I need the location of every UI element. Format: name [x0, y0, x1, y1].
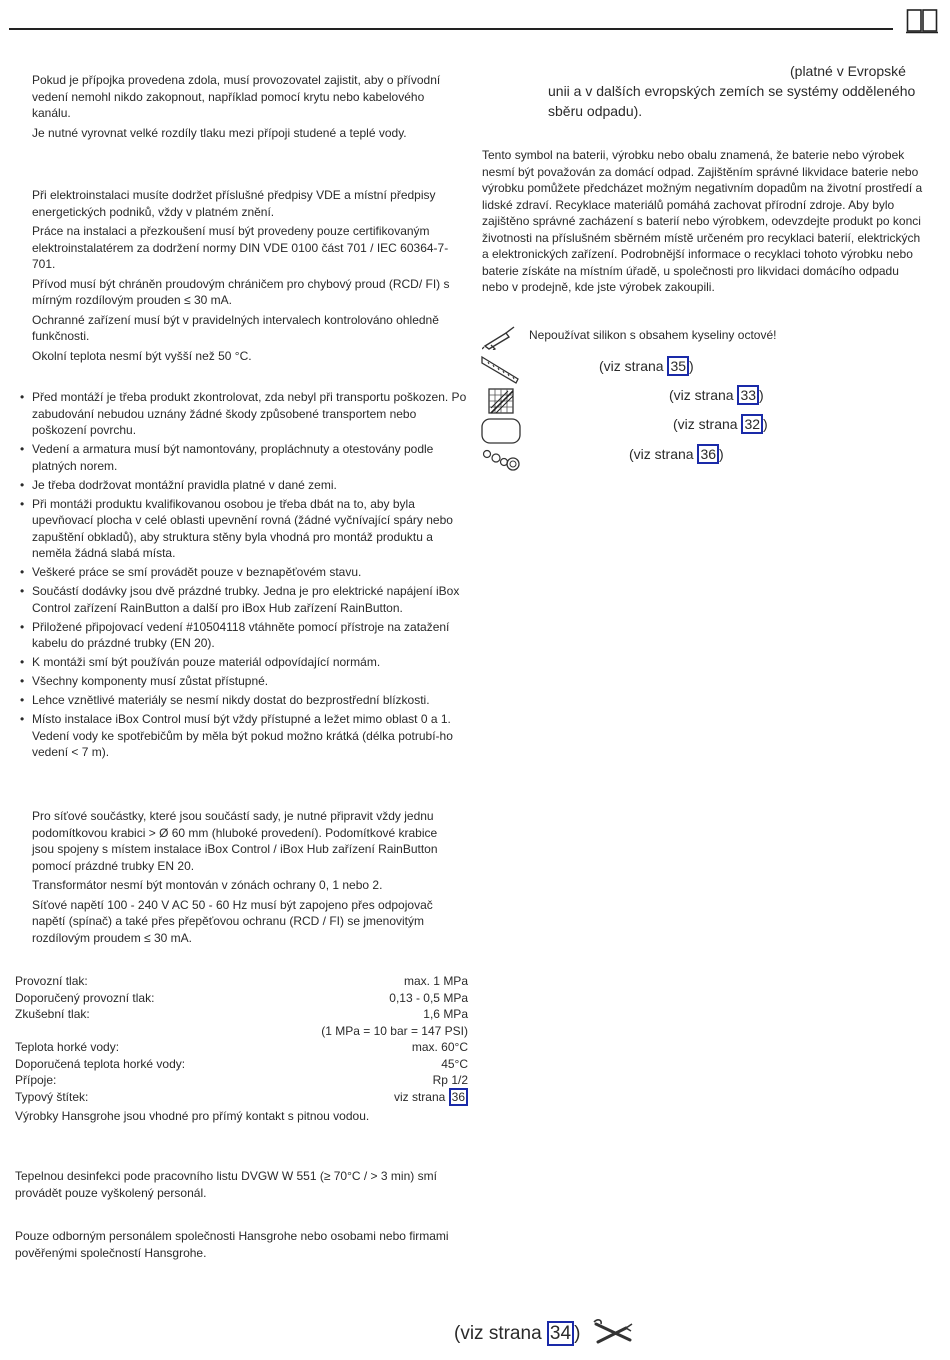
tech-value: max. 60°C [411, 1040, 468, 1054]
footer-page-ref [454, 1322, 580, 1346]
tech-value: 0,13 - 0,5 MPa [389, 990, 468, 1005]
list-item: • Místo instalace iBox Control musí být vždy přístupné a ležet mimo oblast 0 a 1. Vedení vody ke spotřebičům by měla být pokud možno krátká (délka potrubí-ho vedení < 7 m). [20, 711, 468, 761]
tech-label: Přípoje: [15, 1073, 57, 1087]
book-icon [906, 8, 938, 34]
table-row [15, 990, 468, 1007]
ref-suffix: ) [759, 387, 764, 403]
page-ref [669, 387, 764, 404]
weee-note [548, 61, 928, 121]
table-row [15, 1023, 468, 1040]
table-row [15, 1006, 468, 1023]
tech-label: Teplota horké vody: [15, 1040, 120, 1054]
ref-prefix: (viz strana [629, 446, 698, 462]
tech-label: Doporučená teplota horké vody: [15, 1056, 186, 1071]
page-link-36[interactable]: 36 [697, 444, 719, 464]
installation-list [20, 389, 468, 761]
page-ref [629, 446, 724, 463]
power-paragraph: Pro síťové součástky, které jsou součástí sady, je nutné připravit vždy jednu podomítkovou krabici > Ø 60 mm (hluboké provedení). Podomítkové krabice jsou spojeny s místem instalace iBox Control / iBox Hub zařízení RainButton pomocí prázdné trubky EN 20. [32, 809, 438, 873]
electrical-section [32, 187, 464, 367]
weee-line: unii a v dalších evropských zemích se systémy odděleného [548, 83, 916, 99]
page-link-33[interactable]: 33 [737, 385, 759, 405]
tech-value: 45°C [441, 1056, 468, 1071]
list-item: • Součástí dodávky jsou dvě prázdné trubky. Jedna je pro elektrické napájení iBox Control zařízení RainButton a další pro iBox Hub zařízení RainButton. [20, 583, 468, 616]
battery-disposal-text: Tento symbol na baterii, výrobku nebo obalu znamená, že baterie nebo výrobek nesmí být považován za domácí odpad. Zajištěním správné likvidace baterie nebo výrobku pomůžete předcházet možným negativním dopadům na životní prostředí a lidské zdraví. Recyklace materiálů pomáhá zachovat přírodní zdroje. Aby bylo zajištěno správné zacházení s baterií nebo výrobkem, odevzdejte produkt po konci životnosti na příslušném sběrném místě určeném pro recyklaci baterií, elektrických a elektronických zařízení. Podrobnější informace o recyklaci tohoto výrobku nebo baterie získáte na místním úřadě, u společnosti pro likvidaci domácího odpadu nebo v prodejně, kde jste výrobek zakoupili. [482, 148, 923, 294]
page-link-36[interactable]: 36 [449, 1088, 468, 1106]
table-row [15, 1072, 468, 1089]
ref-suffix: ) [689, 358, 694, 374]
table-row [15, 1039, 468, 1056]
ref-prefix: viz strana [393, 1089, 446, 1104]
list-item: • Je třeba dodržovat montážní pravidla platné v dané zemi. [20, 477, 468, 494]
silicone-gun-icon [482, 324, 516, 350]
page-ref [673, 416, 768, 433]
list-item: • K montáži smí být používán pouze materiál odpovídající normám. [20, 654, 468, 671]
drinking-water-note: Výrobky Hansgrohe jsou vhodné pro přímý kontakt s pitnou vodou. [15, 1109, 370, 1123]
ref-suffix: ) [763, 416, 768, 432]
rating-plate-ref [394, 1089, 468, 1106]
ref-prefix: (viz strana [669, 387, 738, 403]
page-link-35[interactable]: 35 [667, 356, 689, 376]
power-paragraph: Síťové napětí 100 - 240 V AC 50 - 60 Hz musí být zapojeno přes odpojovač napětí (spínač) a také přes přepěťovou ochranu (RCD / FI) se jmenovitým rozdílovým proudem ≤ 30 mA. [32, 897, 433, 945]
page-link-34[interactable]: 34 [547, 1321, 574, 1346]
tech-value: (1 MPa = 10 bar = 147 PSI) [321, 1023, 468, 1038]
electrical-paragraph: Ochranné zařízení musí být v pravidelných intervalech kontrolováno ohledně funkčnosti. [32, 312, 439, 343]
electrical-paragraph: Při elektroinstalaci musíte dodržet příslušné předpisy VDE a místní předpisy energetických podniků, vždy v platném znění. [32, 188, 436, 219]
measuring-tape-icon [480, 355, 520, 385]
connection-section [32, 72, 462, 144]
tech-label: Zkušební tlak: [15, 1007, 90, 1021]
weee-line: sběru odpadu). [548, 103, 643, 119]
connection-paragraph: Pokud je přípojka provedena zdola, musí provozovatel zajistit, aby o přívodní vedení nemohl nikdo zakopnout, například pomocí krytu nebo kabelového kanálu. [32, 73, 441, 120]
list-item: • Při montáži produktu kvalifikovanou osobou je třeba dbát na to, aby byla upevňovací plocha v celé oblasti upevnění rovná (žádné vyčnívající spáry nebo zapuštění obkladů), aby struktura stěny byla vhodná pro montáž produktu a neměla žádná slabá místa. [20, 496, 468, 562]
power-supply-section [32, 808, 462, 949]
tech-label: Doporučený provozní tlak: [15, 990, 155, 1005]
cleaning-cloth-icon [481, 418, 521, 444]
header-rule [9, 28, 893, 30]
connection-paragraph: Je nutné vyrovnat velké rozdíly tlaku mezi přípoji studené a teplé vody. [32, 125, 407, 140]
power-paragraph: Transformátor nesmí být montován v zónách ochrany 0, 1 nebo 2. [32, 878, 383, 892]
wall-surface-icon [488, 388, 514, 414]
page-ref [599, 358, 694, 375]
list-item: • Veškeré práce se smí provádět pouze v beznapěťovém stavu. [20, 564, 468, 581]
tech-value: 1,6 MPa [423, 1007, 468, 1021]
technical-data-table [15, 973, 468, 1125]
list-item: • Před montáží je třeba produkt zkontrolovat, zda nebyl při transportu poškozen. Po zabudování nebudou uznány žádné škody způsobené transportem nebo poškození povrchu. [20, 389, 468, 439]
tech-value: Rp 1/2 [432, 1073, 468, 1087]
ref-suffix: ) [719, 446, 724, 462]
ref-suffix: ) [574, 1323, 581, 1344]
personnel-note: Pouze odborným personálem společnosti Hansgrohe nebo osobami nebo firmami pověřenými společností Hansgrohe. [15, 1229, 449, 1260]
tech-label: Typový štítek: [15, 1089, 89, 1104]
list-item: • Všechny komponenty musí zůstat přístupné. [20, 673, 468, 690]
list-item: • Lehce vznětlivé materiály se nesmí nikdy dostat do bezprostřední blízkosti. [20, 692, 468, 709]
list-item: • Vedení a armatura musí být namontovány, propláchnuty a otestovány podle platných norem. [20, 441, 468, 474]
electrical-paragraph: Přívod musí být chráněn proudovým chráničem pro chybový proud (RCD/ FI) s mírným rozdílovým prouden ≤ 30 mA. [32, 276, 450, 307]
list-item: • Přiložené připojovací vedení #10504118 vtáhněte pomocí přístroje na zatažení kabelu do prázdné trubky (EN 20). [20, 619, 468, 652]
page-link-32[interactable]: 32 [741, 414, 763, 434]
electrical-paragraph: Práce na instalaci a přezkoušení musí být provedeny pouze certifikovaným elektroinstalatérem za dodržení normy DIN VDE 0100 část 701 / IEC 60364-7-701. [32, 224, 449, 271]
tools-icon [592, 1318, 634, 1348]
spare-parts-icon [482, 448, 522, 474]
ref-prefix: (viz strana [599, 358, 668, 374]
ref-prefix: (viz strana [454, 1323, 547, 1344]
disinfection-note: Tepelnou desinfekci pode pracovního listu DVGW W 551 (≥ 70°C / > 3 min) smí provádět pouze vyškolený personál. [15, 1169, 437, 1200]
electrical-paragraph: Okolní teplota nesmí být vyšší než 50 °C. [32, 348, 252, 363]
table-row [15, 973, 468, 990]
silicone-warning: Nepoužívat silikon s obsahem kyseliny octové! [529, 328, 777, 342]
tech-label: Provozní tlak: [15, 974, 88, 988]
weee-line: (platné v Evropské [790, 63, 906, 79]
tech-value: max. 1 MPa [403, 974, 468, 988]
table-row [15, 1056, 468, 1073]
table-row [15, 1089, 468, 1106]
installation-section [20, 389, 468, 763]
ref-prefix: (viz strana [673, 416, 742, 432]
